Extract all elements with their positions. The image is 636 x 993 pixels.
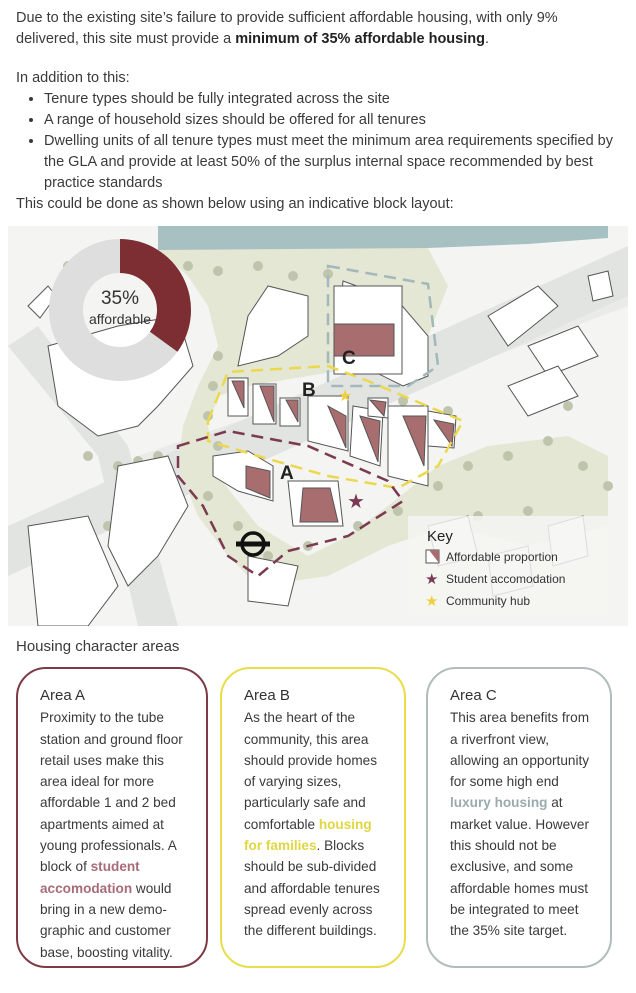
area-label-a: A — [280, 463, 294, 484]
affordable-swatch-icon — [426, 550, 439, 563]
donut-label: affordable — [88, 311, 152, 327]
intro-addition: In addition to this: — [16, 70, 130, 86]
area-c-text-start: This area benefits from a riverfront view, allowing an opportunity for some high end — [450, 710, 590, 790]
area-c-highlight: luxury housing — [450, 795, 548, 811]
area-a-text-end: would bring in a new demo-graphic and customer base, boosting vitality. — [40, 880, 173, 960]
area-b-highlight: housing for families — [244, 816, 372, 854]
requirements-list — [16, 89, 616, 194]
layout-note: This could be done as shown below using an indicative block layout: — [16, 196, 454, 212]
section-title: Housing character areas — [16, 638, 180, 655]
intro-bold: minimum of 35% affordable housing — [235, 31, 485, 47]
student-star-key-icon: ★ — [425, 571, 439, 588]
map-key — [408, 516, 608, 616]
area-c-title: Area C — [450, 687, 497, 704]
donut-value: 35% — [100, 288, 140, 309]
area-a-card — [16, 667, 208, 968]
list-item: • Tenure types should be fully integrated across the site — [44, 89, 616, 110]
area-a-title: Area A — [40, 687, 86, 704]
intro-sentence: Due to the existing site’s failure to provide sufficient affordable housing, with only 9% delivered, this site must provide a — [16, 10, 558, 47]
area-a-text-start: Proximity to the tube station and ground floor retail uses make this area ideal for more affordable 1 and 2 bed apartments aimed at young professionals. A block of — [40, 710, 183, 875]
intro-paragraph — [16, 8, 616, 50]
list-item: • Dwelling units of all tenure types must meet the minimum area requirements specified by the GLA and provide at least 50% of the surplus internal space recommended by best practice standards — [44, 131, 616, 194]
key-item-student: Student accomodation — [446, 572, 566, 586]
community-hub-star-icon: ★ — [338, 388, 353, 405]
key-item-affordable: Affordable proportion — [446, 550, 558, 564]
student-accommodation-star-icon: ★ — [347, 491, 365, 513]
area-c-text-end: at market value. However this should not be exclusive, and some affordable homes must be integrated to meet the 35% site target. — [450, 795, 590, 939]
area-b-text — [244, 707, 391, 941]
hub-star-key-icon: ★ — [425, 593, 439, 610]
site-block-layout-map — [8, 226, 628, 626]
area-label-b: B — [302, 380, 316, 401]
intro-sentence-end: . — [484, 31, 489, 47]
intro-text — [16, 8, 616, 215]
area-b-card — [220, 667, 406, 968]
area-a-highlight: student accomodation — [40, 859, 140, 896]
list-item: • A range of household sizes should be offered for all tenures — [44, 110, 616, 131]
key-title: Key — [427, 528, 453, 545]
area-label-c: C — [342, 348, 356, 369]
area-b-title: Area B — [244, 687, 290, 704]
area-a-text — [40, 707, 193, 963]
area-b-text-end: . Blocks should be sub-divided and affordable tenures spread evenly across the different buildings. — [244, 838, 380, 939]
area-b-text-start: As the heart of the community, this area should provide homes of varying sizes, particularly safe and comfortable — [244, 710, 377, 832]
area-c-text — [450, 707, 597, 941]
area-c-card — [426, 667, 612, 968]
key-item-hub: Community hub — [446, 594, 531, 608]
